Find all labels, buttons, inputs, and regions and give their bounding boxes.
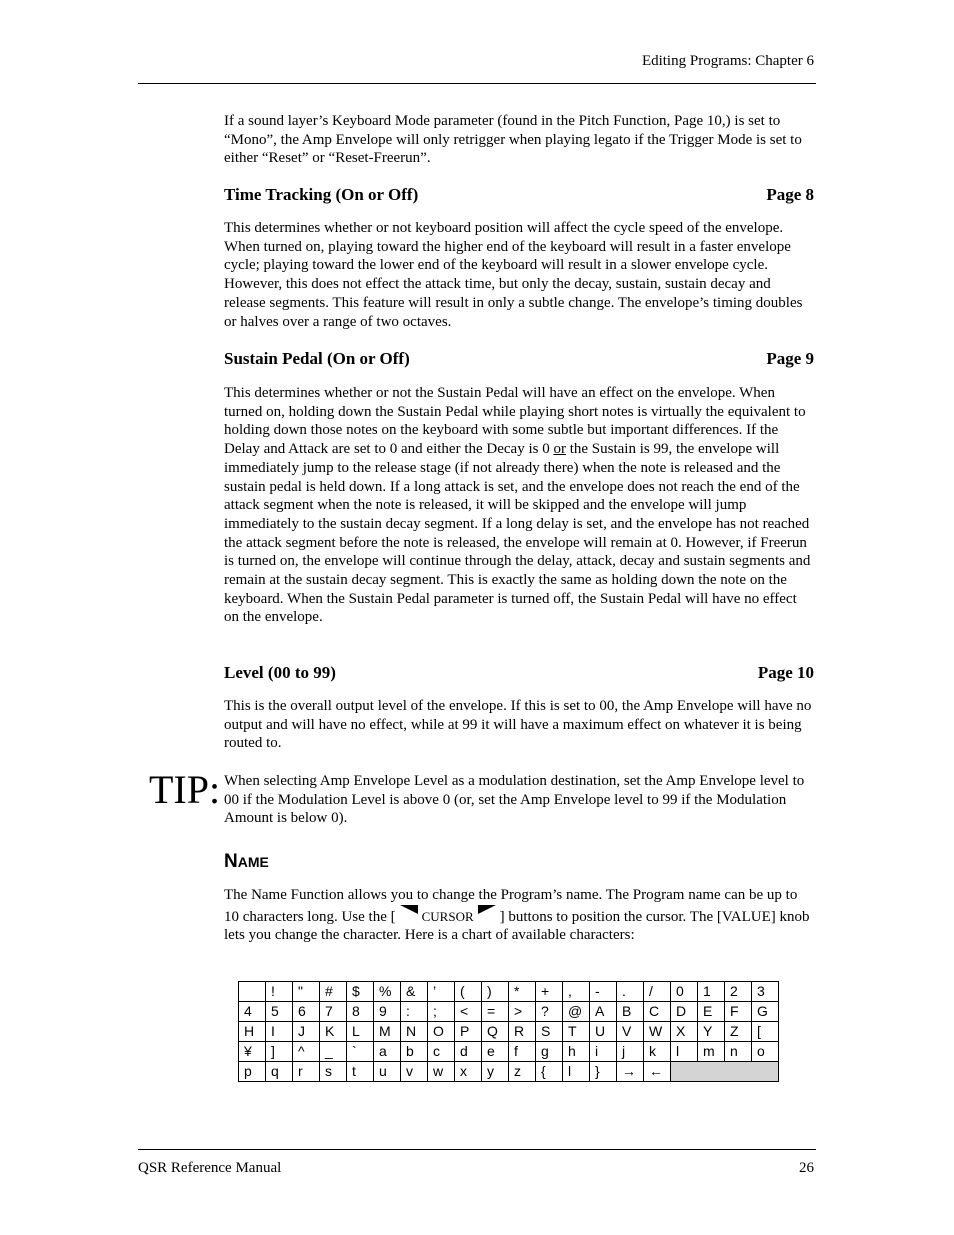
- empty-cell: [671, 1062, 779, 1082]
- section-page: Page 9: [766, 349, 814, 368]
- character-cell: F: [725, 1002, 752, 1022]
- character-cell: 6: [293, 1002, 320, 1022]
- character-cell: !: [266, 982, 293, 1002]
- character-cell: q: [266, 1062, 293, 1082]
- character-cell: 9: [374, 1002, 401, 1022]
- character-cell: O: [428, 1022, 455, 1042]
- character-cell: i: [590, 1042, 617, 1062]
- section-heading-sustain-pedal: [224, 349, 814, 369]
- sustain-pedal-paragraph: [224, 384, 814, 627]
- section-body: [224, 384, 814, 627]
- character-chart: [238, 981, 779, 1082]
- character-cell: L: [347, 1022, 374, 1042]
- character-row: [239, 1062, 779, 1082]
- character-cell: z: [509, 1062, 536, 1082]
- character-cell: I: [266, 1022, 293, 1042]
- character-cell: t: [347, 1062, 374, 1082]
- character-cell: ←: [644, 1062, 671, 1082]
- character-cell: G: [752, 1002, 779, 1022]
- footer-rule: [138, 1149, 816, 1150]
- character-cell: J: [293, 1022, 320, 1042]
- character-cell: x: [455, 1062, 482, 1082]
- character-cell: 8: [347, 1002, 374, 1022]
- header-rule: [138, 83, 816, 84]
- character-cell: [: [752, 1022, 779, 1042]
- footer-manual-title: QSR Reference Manual: [138, 1160, 282, 1176]
- section-title: Level (00 to 99): [224, 663, 336, 682]
- name-body-part-a: The Name Function allows you to change the Program’s name. The Program name can be up to 10 characters long. Use the [: [224, 887, 798, 925]
- section-heading-level: [224, 663, 814, 683]
- tip-text: When selecting Amp Envelope Level as a modulation destination, set the Amp Envelope level to 00 if the Modulation Level is above 0 (or, set the Amp Envelope level to 99 if the Modulation Amount is below 0).: [224, 773, 805, 827]
- character-cell: l: [563, 1062, 590, 1082]
- character-cell: k: [644, 1042, 671, 1062]
- cursor-right-icon: [478, 905, 496, 923]
- character-cell: 1: [698, 982, 725, 1002]
- character-cell: Q: [482, 1022, 509, 1042]
- character-cell: V: [617, 1022, 644, 1042]
- character-cell: Y: [698, 1022, 725, 1042]
- character-cell: /: [644, 982, 671, 1002]
- character-cell: 7: [320, 1002, 347, 1022]
- time-tracking-paragraph: [224, 219, 814, 331]
- character-cell: @: [563, 1002, 590, 1022]
- character-cell: y: [482, 1062, 509, 1082]
- character-cell: [239, 982, 266, 1002]
- character-cell: X: [671, 1022, 698, 1042]
- character-cell: D: [671, 1002, 698, 1022]
- section-title: Sustain Pedal (On or Off): [224, 349, 410, 368]
- character-cell: ,: [563, 982, 590, 1002]
- running-header: Editing Programs: Chapter 6: [641, 53, 814, 69]
- character-cell: b: [401, 1042, 428, 1062]
- name-paragraph: [224, 886, 814, 945]
- character-cell: %: [374, 982, 401, 1002]
- character-cell: U: [590, 1022, 617, 1042]
- character-cell: &: [401, 982, 428, 1002]
- character-cell: →: [617, 1062, 644, 1082]
- character-cell: m: [698, 1042, 725, 1062]
- section-body: This determines whether or not keyboard position will affect the cycle speed of the envelope. When turned on, playing toward the higher end of the keyboard will result in a faster envelope cycle; playing toward the lower end of the keyboard will result in a slower envelope cycle. However, this does not effect the attack time, but only the decay, sustain, sustain decay and release segments. This feature will result in only a subtle change. The envelope’s timing doubles or halves over a range of two octaves.: [224, 220, 803, 330]
- character-cell: E: [698, 1002, 725, 1022]
- character-cell: N: [401, 1022, 428, 1042]
- character-row: [239, 1022, 779, 1042]
- character-cell: B: [617, 1002, 644, 1022]
- section-page: Page 8: [766, 185, 814, 204]
- character-cell: -: [590, 982, 617, 1002]
- character-cell: H: [239, 1022, 266, 1042]
- footer-page-number: 26: [799, 1160, 814, 1176]
- character-cell: `: [347, 1042, 374, 1062]
- character-cell: {: [536, 1062, 563, 1082]
- character-cell: o: [752, 1042, 779, 1062]
- character-cell: ?: [536, 1002, 563, 1022]
- name-text: [224, 886, 814, 945]
- character-cell: T: [563, 1022, 590, 1042]
- character-cell: 4: [239, 1002, 266, 1022]
- level-paragraph: [224, 697, 814, 753]
- intro-text: If a sound layer’s Keyboard Mode parameter (found in the Pitch Function, Page 10,) is set to “Mono”, the Amp Envelope will only retrigger when playing legato if the Trigger Mode is set to either “Reset” or “Reset-Freerun”.: [224, 113, 802, 167]
- character-cell: ": [293, 982, 320, 1002]
- character-cell: .: [617, 982, 644, 1002]
- character-cell: K: [320, 1022, 347, 1042]
- character-cell: ’: [428, 982, 455, 1002]
- section-page: Page 10: [757, 663, 814, 682]
- character-cell: r: [293, 1062, 320, 1082]
- character-cell: l: [671, 1042, 698, 1062]
- character-cell: }: [590, 1062, 617, 1082]
- character-cell: *: [509, 982, 536, 1002]
- intro-paragraph: [224, 112, 814, 168]
- body-part-a: This determines whether or not the Sustain Pedal will have an effect on the envelope. When turned on, holding down the Sustain Pedal while playing short notes is virtually the equivalent to holding down those notes on the keyboard with some subtle but important differences. If the Delay and Attack are set to 0 and either the Decay is 0: [224, 385, 806, 458]
- character-cell: f: [509, 1042, 536, 1062]
- section-heading-time-tracking: [224, 185, 814, 205]
- character-cell: d: [455, 1042, 482, 1062]
- character-cell: e: [482, 1042, 509, 1062]
- character-cell: n: [725, 1042, 752, 1062]
- body-part-b: the Sustain is 99, the envelope will immediately jump to the release stage (if not already there) when the note is released and the sustain pedal is held down. If a long attack is set, and the envelope does not reach the end of the attack segment when the note is released, it will be skipped and the envelope will jump immediately to the sustain decay segment. If a long delay is set, and the envelope has not reached the attack segment before the note is released, the envelope will remain at 0. However, if Freerun is turned on, the envelope will continue through the delay, attack, decay and sustain segments and remain at the sustain decay segment. This is exactly the same as holding down the note on the keyboard. When the Sustain Pedal parameter is turned off, the Sustain Pedal will have no effect on the envelope.: [224, 441, 811, 626]
- character-cell: g: [536, 1042, 563, 1062]
- character-cell: P: [455, 1022, 482, 1042]
- character-row: [239, 982, 779, 1002]
- character-cell: w: [428, 1062, 455, 1082]
- name-heading-cap: N: [224, 851, 238, 872]
- character-cell: j: [617, 1042, 644, 1062]
- cursor-left-icon: [400, 905, 418, 923]
- character-cell: s: [320, 1062, 347, 1082]
- character-cell: >: [509, 1002, 536, 1022]
- tip-label: TIP:: [149, 767, 221, 812]
- character-cell: S: [536, 1022, 563, 1042]
- character-cell: C: [644, 1002, 671, 1022]
- character-cell: :: [401, 1002, 428, 1022]
- character-cell: M: [374, 1022, 401, 1042]
- character-cell: +: [536, 982, 563, 1002]
- character-cell: Z: [725, 1022, 752, 1042]
- character-cell: <: [455, 1002, 482, 1022]
- character-cell: ]: [266, 1042, 293, 1062]
- character-cell: ): [482, 982, 509, 1002]
- character-row: [239, 1002, 779, 1022]
- character-cell: v: [401, 1062, 428, 1082]
- character-cell: u: [374, 1062, 401, 1082]
- name-body-part-b: ] buttons to position the cursor. The [VALUE] knob lets you change the character. Here is a chart of available characters:: [224, 908, 810, 944]
- character-cell: _: [320, 1042, 347, 1062]
- tip-paragraph: [224, 772, 814, 828]
- character-cell: a: [374, 1042, 401, 1062]
- character-cell: 5: [266, 1002, 293, 1022]
- character-cell: ¥: [239, 1042, 266, 1062]
- character-cell: ^: [293, 1042, 320, 1062]
- character-cell: p: [239, 1062, 266, 1082]
- character-cell: W: [644, 1022, 671, 1042]
- character-cell: c: [428, 1042, 455, 1062]
- section-title: Time Tracking (On or Off): [224, 185, 419, 204]
- underlined-or: or: [553, 441, 566, 458]
- character-row: [239, 1042, 779, 1062]
- cursor-label: CURSOR: [421, 908, 474, 924]
- name-heading-rest: AME: [237, 854, 269, 870]
- character-cell: =: [482, 1002, 509, 1022]
- character-cell: 2: [725, 982, 752, 1002]
- character-cell: ;: [428, 1002, 455, 1022]
- character-cell: h: [563, 1042, 590, 1062]
- name-heading: [224, 851, 269, 873]
- character-cell: A: [590, 1002, 617, 1022]
- section-body: This is the overall output level of the envelope. If this is set to 00, the Amp Envelope will have no output and will have no effect, while at 99 it will have a maximum effect on whatever it is being routed to.: [224, 698, 812, 752]
- character-cell: 3: [752, 982, 779, 1002]
- character-cell: #: [320, 982, 347, 1002]
- character-cell: 0: [671, 982, 698, 1002]
- character-cell: R: [509, 1022, 536, 1042]
- character-cell: $: [347, 982, 374, 1002]
- character-cell: (: [455, 982, 482, 1002]
